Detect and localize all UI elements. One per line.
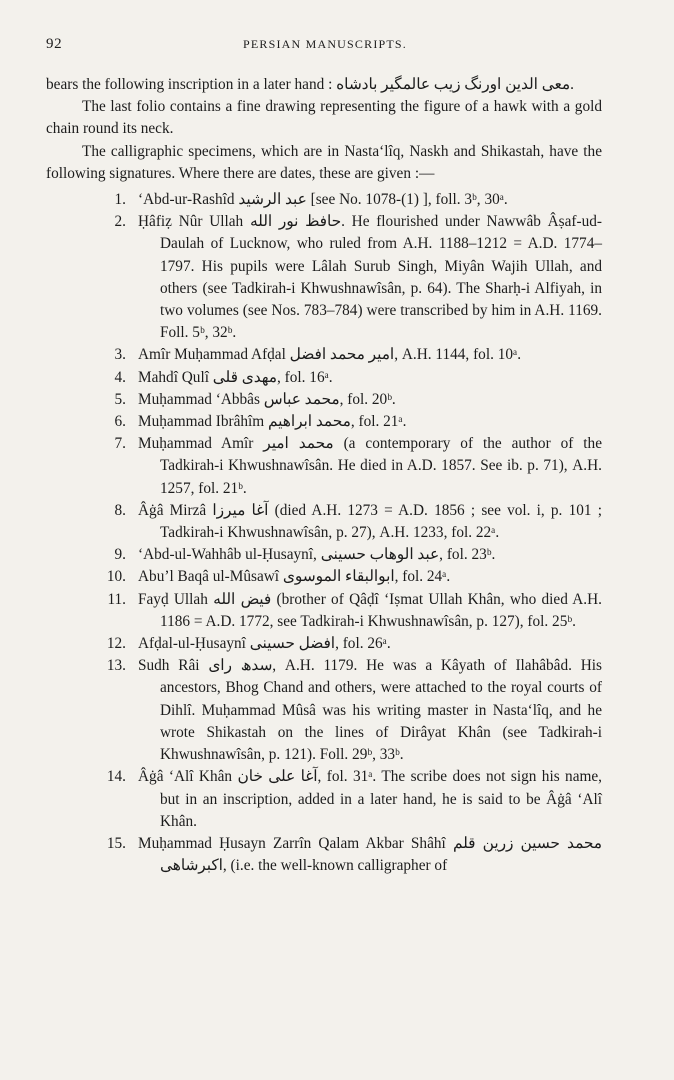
list-item xyxy=(46,633,602,655)
list-item xyxy=(46,389,602,411)
list-item xyxy=(46,367,602,389)
list-item xyxy=(46,211,602,344)
list-item-number: 13. xyxy=(106,657,126,675)
list-item-number: 2. xyxy=(114,213,126,231)
list-item xyxy=(46,766,602,833)
list-item xyxy=(46,433,602,500)
list-item-number: 3. xyxy=(114,346,126,364)
list-item-text: ‘Abd-ul-Wahhâb ul-Ḥusaynî, عبد الوهاب حسینی, fol. 23ᵇ. xyxy=(138,546,496,564)
list-item-number: 4. xyxy=(114,368,126,386)
list-item-number: 1. xyxy=(114,191,126,209)
intro-paragraph-1: bears the following inscription in a later hand : معی الدین اورنگ زیب عالمگیر بادشاه. xyxy=(46,76,574,93)
list-item xyxy=(46,411,602,433)
list-item xyxy=(46,189,602,211)
signature-list xyxy=(46,189,602,877)
page-number: 92 xyxy=(46,36,63,52)
intro-paragraph-3: The calligraphic specimens, which are in Nasta‘lîq, Naskh and Shikastah, have the following signatures. Where there are dates, these are given :— xyxy=(46,142,602,182)
list-item-text: Amîr Muḥammad Afḍal امیر محمد افضل, A.H. 1144, fol. 10ᵃ. xyxy=(138,346,522,364)
list-item-number: 12. xyxy=(106,635,126,653)
running-title: PERSIAN MANUSCRIPTS. xyxy=(242,37,408,51)
list-item-number: 5. xyxy=(114,390,126,408)
list-item-number: 9. xyxy=(114,546,126,564)
list-item-number: 6. xyxy=(114,413,126,431)
page-body xyxy=(46,74,602,877)
list-item-text: Muḥammad Ḥusayn Zarrîn Qalam Akbar Shâhî محمد حسین زرین قلم اکبرشاهی, (i.e. the well-known calligrapher of xyxy=(138,834,602,875)
list-item-text: Afḍal-ul-Ḥusaynî افضل حسینی, fol. 26ᵃ. xyxy=(138,635,391,653)
list-item-number: 8. xyxy=(114,501,126,519)
list-item xyxy=(46,566,602,588)
list-item-text: Ḥâfiẓ Nûr Ullah حافظ نور الله. He flourished under Nawwâb Âṣaf-ud-Daulah of Lucknow, who ruled from A.H. 1188–1212 = A.D. 1774–1797. His pupils were Lâlah Surub Singh, Miyân Wajih Ullah, and others (see Tadkirah-i Khwushnawîsân, p. 64). The Sharḥ-i Alfiyah, in two volumes (see Nos. 783–784) were transcribed by him in A.H. 1169. Foll. 5ᵇ, 32ᵇ. xyxy=(138,213,603,342)
list-item-text: Sudh Râi سدھ رای, A.H. 1179. He was a Kâyath of Ilahâbâd. His ancestors, Bhog Chand and others, were attached to the royal courts of Dihlî. Muḥammad Mûsâ was his writing master in Nasta‘lîq, and he wrote Shikastah on the lines of Dirâyat Khân (see Tadkirah-i Khwushnawîsân, p. 121). Foll. 29ᵇ, 33ᵇ. xyxy=(138,657,602,764)
list-item-text: Muḥammad Amîr محمد امیر (a contemporary of the author of the Tadkirah-i Khwushnawîsân. He died in A.D. 1857. See ib. p. 71), A.H. 1257, fol. 21ᵇ. xyxy=(138,435,602,497)
list-item-number: 15. xyxy=(106,834,126,852)
list-item-text: Âġâ Mirzâ آغا میرزا (died A.H. 1273 = A.D. 1856 ; see vol. i, p. 101 ; Tadkirah-i Khwushnawîsân, p. 27), A.H. 1233, fol. 22ᵃ. xyxy=(138,501,602,542)
list-item-text: ‘Abd-ur-Rashîd عبد الرشید [see No. 1078-(1) ], foll. 3ᵇ, 30ᵃ. xyxy=(138,191,508,209)
list-item-number: 14. xyxy=(106,768,126,786)
list-item-text: Fayḍ Ullah فیض الله (brother of Qâḍî ‘Iṣmat Ullah Khân, who died A.H. 1186 = A.D. 1772, see Tadkirah-i Khwushnawîsân, p. 127), fol. 25ᵇ. xyxy=(138,590,603,630)
list-item-text: Muḥammad ‘Abbâs محمد عباس, fol. 20ᵇ. xyxy=(138,390,396,408)
list-item xyxy=(46,833,602,877)
list-item-text: Âġâ ‘Alî Khân آغا علی خان, fol. 31ᵃ. The scribe does not sign his name, but in an inscription, added in a later hand, he is said to be Âġâ ‘Alî Khân. xyxy=(138,768,603,830)
list-item-number: 10. xyxy=(106,568,126,586)
page-header xyxy=(46,36,604,56)
intro-paragraph-2: The last folio contains a fine drawing representing the figure of a hawk with a gold chain round its neck. xyxy=(46,98,602,138)
list-item xyxy=(46,500,602,544)
list-item xyxy=(46,344,602,366)
list-item xyxy=(46,589,602,633)
list-item-text: Muḥammad Ibrâhîm محمد ابراهیم, fol. 21ᵃ. xyxy=(138,413,407,431)
list-item xyxy=(46,655,602,766)
list-item-number: 11. xyxy=(107,590,126,608)
list-item-text: Mahdî Qulî مهدی قلی, fol. 16ᵃ. xyxy=(138,368,333,386)
list-item-text: Abu’l Baqâ ul-Mûsawî ابوالبقاء الموسوی, fol. 24ᵃ. xyxy=(138,568,451,586)
list-item-number: 7. xyxy=(114,435,126,453)
list-item xyxy=(46,544,602,566)
